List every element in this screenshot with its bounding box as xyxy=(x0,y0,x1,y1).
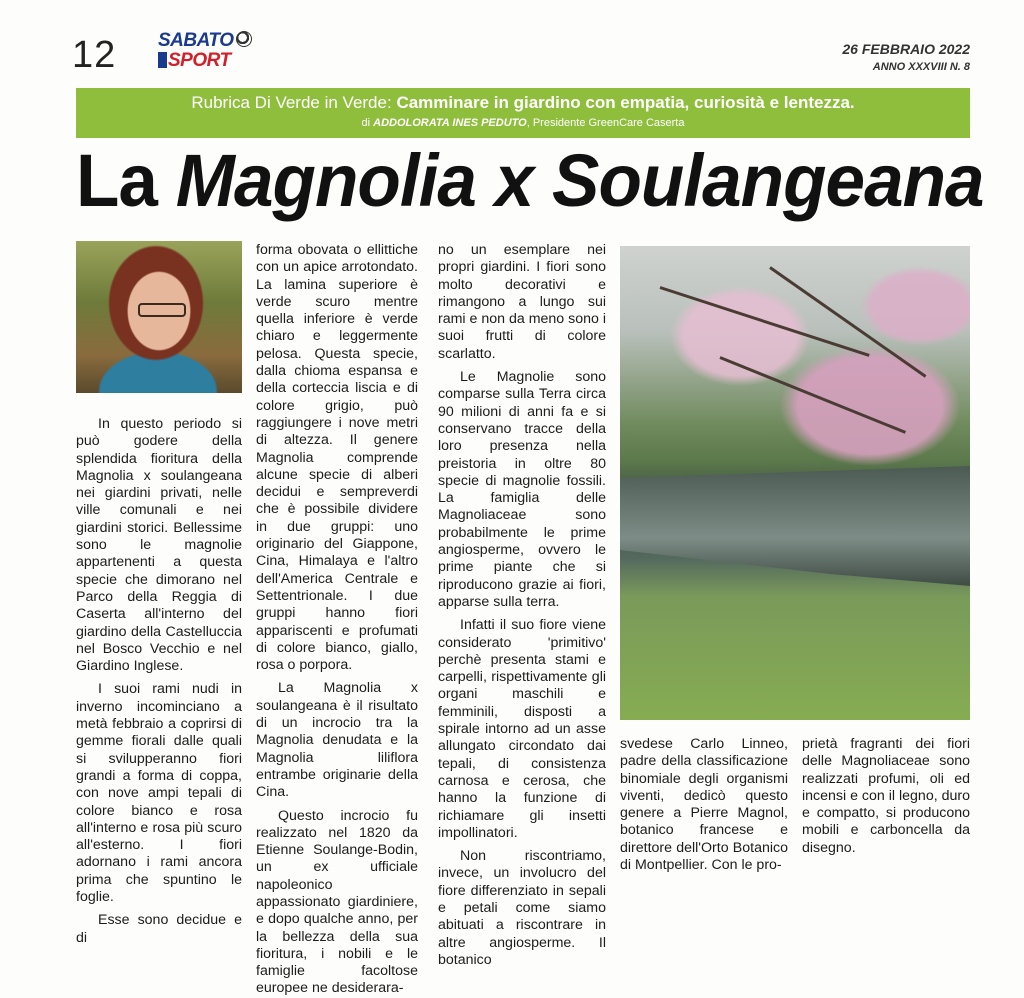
headline-part1: La xyxy=(76,139,157,222)
article-column-3 xyxy=(438,242,606,969)
soccer-ball-icon xyxy=(236,31,252,47)
newspaper-logo xyxy=(158,30,254,76)
rubric-label: Rubrica Di Verde in Verde: xyxy=(191,93,392,112)
article-headline xyxy=(76,138,984,228)
logo-bar xyxy=(158,52,167,68)
logo-line2: SPORT xyxy=(168,50,231,71)
paragraph: La Magnolia x soulangeana è il risultato di un incrocio tra la Magnolia denudata e la Magnolia liliflora entrambe originarie della Cina. xyxy=(256,680,418,801)
glasses-shape xyxy=(138,303,186,317)
headline-part2: Magnolia x Soulangeana xyxy=(175,139,984,222)
article-column-5 xyxy=(802,736,970,857)
paragraph: Le Magnolie sono comparse sulla Terra circa 90 milioni di anni fa e si conservano tracce della loro presenza nella preistoria in oltre 80 specie di magnolie fossili. La famiglia delle Magnoliaceae sono probabilmente le prime angiosperme, ovvero le prime piante che si riproducono grazie ai fiori, apparse sulla terra. xyxy=(438,369,606,610)
paragraph: forma obovata o ellittiche con un apice arrotondato. La lamina superiore è verde scuro mentre quella inferiore è verde chiaro e leggermente pelosa. Questa specie, dalla chioma espansa e della corteccia liscia e di colore grigio, può raggiungere i nove metri di altezza. Il genere Magnolia comprende alcune specie di alberi decidui e sempreverdi che è possibile dividere in due gruppi: uno originario del Giappone, Cina, Himalaya e l'altro dell'America Centrale e Settentrionale. I due gruppi hanno fiori appariscenti e profumati di colore bianco, giallo, rosa o porpora. xyxy=(256,242,418,674)
paragraph: In questo periodo si può godere della splendida fioritura della Magnolia x soulangeana nei giardini privati, nelle ville comunali e nei giardini storici. Bellessime sono le magnolie appartenenti a questa specie che dimorano nel Parco della Reggia di Caserta all'interno del giardino della Castelluccia nel Bosco Vecchio e nel Giardino Inglese. xyxy=(76,416,242,675)
author-photo xyxy=(76,241,242,393)
paragraph: prietà fragranti dei fiori delle Magnoliaceae sono realizzati profumi, oli ed incensi e con il legno, duro e compatto, si producono mobili e carboncella da disegno. xyxy=(802,736,970,856)
paragraph: Questo incrocio fu realizzato nel 1820 da Etienne Soulange-Bodin, un ex ufficiale napoleonico appassionato giardiniere, e dopo qualche anno, per la bellezza della sua fioritura, i nobili e le famiglie facoltose europee ne desiderara- xyxy=(256,807,418,997)
paragraph: Non riscontriamo, invece, un involucro del fiore differenziato in sepali e petali come siamo abituati a riscontrare in altre angiosperme. Il botanico xyxy=(438,848,606,968)
paragraph: svedese Carlo Linneo, padre della classificazione binomiale degli organismi viventi, dedicò questo genere a Pierre Magnol, botanico francese e direttore dell'Orto Botanico di Montpellier. Con le pro- xyxy=(620,736,788,874)
issue-number: ANNO XXXVIII N. 8 xyxy=(872,61,970,73)
page-number: 12 xyxy=(72,34,117,76)
author-name: ADDOLORATA INES PEDUTO xyxy=(373,117,527,129)
paragraph: Esse sono decidue e di xyxy=(76,912,242,946)
article-column-4 xyxy=(620,736,788,874)
branch-shape xyxy=(719,356,906,434)
branch-shape xyxy=(769,266,926,377)
magnolia-photo xyxy=(620,246,970,720)
byline xyxy=(76,117,970,129)
paragraph: Infatti il suo fiore viene considerato 'primitivo' perchè presenta stami e carpelli, rispettivamente gli organi maschili e femminili, disposti a spirale intorno ad un asse allungato circondato dai tepali, di consistenza carnosa e cerosa, che hanno la funzione di richiamare gli insetti impollinatori. xyxy=(438,617,606,841)
branch-shape xyxy=(660,286,870,357)
rubric-line xyxy=(76,93,970,113)
rubric-banner xyxy=(76,88,970,138)
logo-line1: SABATO xyxy=(158,30,234,51)
paragraph: I suoi rami nudi in inverno incominciano a metà febbraio a coprirsi di gemme fiorali dalle quali si svilupperanno fiori grandi a forma di coppa, con nove ampi tepali di colore bianco e rosa all'interno e rosa più scuro all'esterno. I fiori adornano i rami ancora prima che spuntino le foglie. xyxy=(76,681,242,906)
paragraph: no un esemplare nei propri giardini. I fiori sono molto decorativi e rimangono a lungo sui rami e non da meno sono i suoi frutti di colore scarlatto. xyxy=(438,242,606,362)
issue-date: 26 FEBBRAIO 2022 xyxy=(842,41,970,57)
issue-info xyxy=(842,40,970,76)
byline-prefix: di xyxy=(361,117,371,129)
pond-shape xyxy=(620,466,970,586)
article-column-2 xyxy=(256,242,418,998)
article-column-1 xyxy=(76,416,242,947)
author-role: , Presidente GreenCare Caserta xyxy=(526,117,685,129)
rubric-title: Camminare in giardino con empatia, curiosità e lentezza. xyxy=(396,93,855,112)
